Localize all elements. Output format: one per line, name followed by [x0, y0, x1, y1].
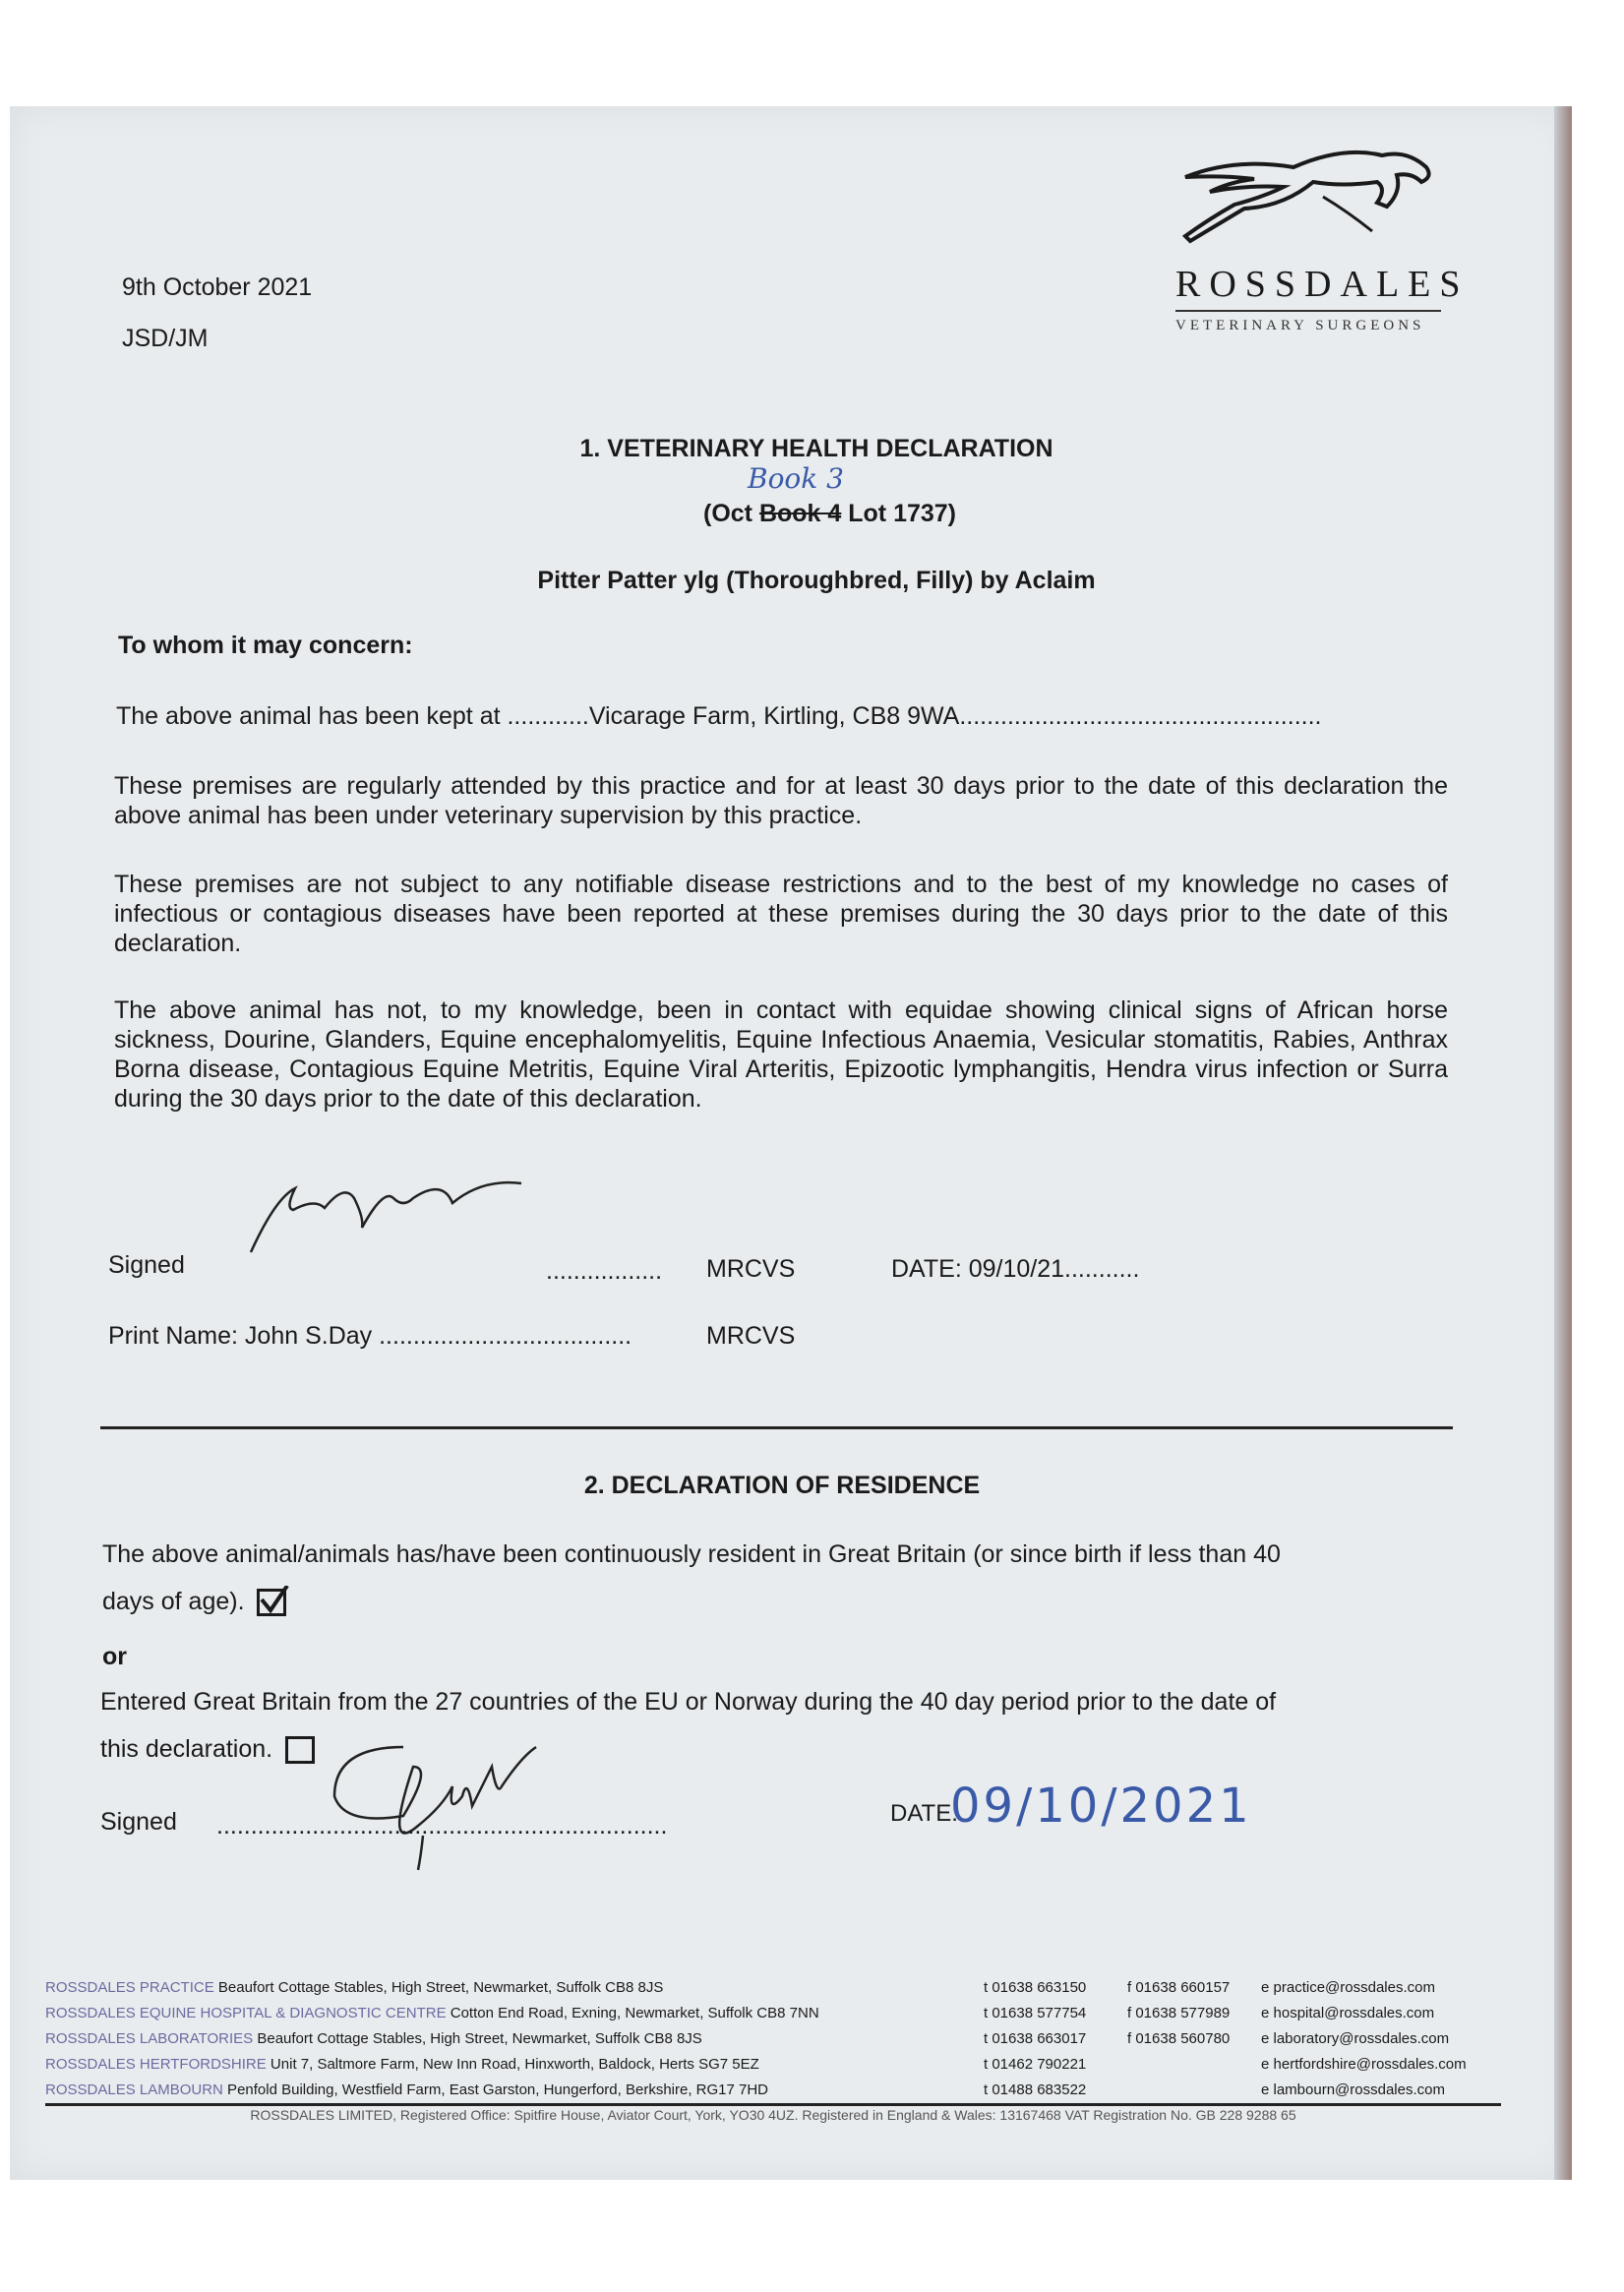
entered-line-2	[100, 1733, 315, 1765]
branch-fax: f 01638 577989	[1127, 2005, 1231, 2021]
branch-phone: t 01638 577754	[984, 2005, 1087, 2021]
signed-dots-2: ..................................................................	[216, 1812, 668, 1840]
branch-fax: f 01638 660157	[1127, 1979, 1231, 1996]
branch-line: ROSSDALES HERTFORDSHIRE Unit 7, Saltmore Farm, New Inn Road, Hinxworth, Baldock, Herts SG7 5EZ	[45, 2056, 759, 2073]
resident-line-2-text: days of age).	[102, 1588, 245, 1615]
check-mark-icon	[258, 1586, 289, 1615]
vet-signature	[246, 1169, 531, 1257]
salutation: To whom it may concern:	[118, 632, 413, 659]
residence-date-label: DATE:	[890, 1800, 958, 1827]
branch-phone: t 01462 790221	[984, 2056, 1087, 2073]
branch-phone: t 01488 683522	[984, 2081, 1087, 2098]
branch-phone: t 01638 663017	[984, 2030, 1087, 2047]
document-sheet	[10, 106, 1572, 2180]
entered-checkbox[interactable]	[285, 1736, 315, 1764]
signed-dots-1: .................	[546, 1257, 663, 1285]
rossdales-logo	[1175, 138, 1470, 334]
print-name: Print Name: John S.Day .....................................	[108, 1322, 632, 1350]
footer-branches	[45, 1975, 819, 2103]
letter-reference: JSD/JM	[122, 325, 209, 352]
branch-email: e practice@rossdales.com	[1261, 1979, 1435, 1996]
footer-phone-column	[984, 1975, 1086, 2103]
branch-email: e lambourn@rossdales.com	[1261, 2081, 1445, 2098]
letter-date: 9th October 2021	[122, 273, 313, 301]
branch-line: ROSSDALES LABORATORIES Beaufort Cottage Stables, High Street, Newmarket, Suffolk CB8 8JS	[45, 2030, 702, 2047]
branch-email: e laboratory@rossdales.com	[1261, 2030, 1450, 2047]
company-registration: ROSSDALES LIMITED, Registered Office: Spitfire House, Aviator Court, York, YO30 4UZ. Registered in England & Wales: 13167468 VAT Registration No. GB 228 9288 65	[250, 2107, 1296, 2123]
kept-at-line: The above animal has been kept at ............Vicarage Farm, Kirtling, CB8 9WA.....................................................	[116, 702, 1322, 730]
section1-title: 1. VETERINARY HEALTH DECLARATION	[579, 435, 1053, 462]
entered-line-1: Entered Great Britain from the 27 countries of the EU or Norway during the 40 day period prior to the date of	[100, 1688, 1277, 1716]
resident-checkbox[interactable]	[257, 1589, 286, 1616]
branch-email: e hospital@rossdales.com	[1261, 2005, 1435, 2021]
branch-line: ROSSDALES PRACTICE Beaufort Cottage Stables, High Street, Newmarket, Suffolk CB8 8JS	[45, 1979, 664, 1996]
sale-prefix: (Oct	[703, 500, 759, 527]
or-label: or	[102, 1643, 127, 1670]
handwritten-book: Book 3	[748, 462, 844, 495]
branch-line: ROSSDALES LAMBOURN Penfold Building, Westfield Farm, East Garston, Hungerford, Berkshire, RG17 7HD	[45, 2081, 769, 2098]
horse-description: Pitter Patter ylg (Thoroughbred, Filly) by Aclaim	[537, 567, 1096, 594]
mrcvs-label-1: MRCVS	[706, 1255, 796, 1283]
resident-line-2	[102, 1586, 286, 1617]
branch-phone: t 01638 663150	[984, 1979, 1087, 1996]
sale-details	[703, 498, 956, 529]
paragraph-contact-equidae: The above animal has not, to my knowledge, been in contact with equidae showing clinical signs of African horse sickness, Dourine, Glanders, Equine encephalomyelitis, Equine Infectious Anaemia, Vesicular stomatitis, Rabies, Anthrax Borna disease, Contagious Equine Metritis, Equine Viral Arteritis, Epizootic lymphangitis, Hendra virus infection or Surra during the 30 days prior to the date of this declaration.	[114, 996, 1448, 1113]
residence-signature	[325, 1727, 561, 1875]
section2-title: 2. DECLARATION OF RESIDENCE	[583, 1472, 981, 1499]
horse-logo-icon	[1175, 138, 1441, 256]
sale-struck: Book 4	[758, 500, 842, 527]
paragraph-supervision: These premises are regularly attended by this practice and for at least 30 days prior to the date of this declaration the above animal has been under veterinary supervision by this practice.	[114, 772, 1448, 829]
page-edge	[1554, 106, 1572, 2180]
footer-divider	[45, 2103, 1501, 2106]
mrcvs-label-2: MRCVS	[706, 1322, 796, 1350]
branch-email: e hertfordshire@rossdales.com	[1261, 2056, 1467, 2073]
section-divider	[100, 1426, 1453, 1429]
residence-date-value: 09/10/2021	[950, 1779, 1252, 1834]
sale-suffix: Lot 1737)	[841, 500, 957, 527]
entered-line-2-text: this declaration.	[100, 1735, 273, 1763]
logo-subtitle: VETERINARY SURGEONS	[1175, 318, 1425, 333]
footer-email-column	[1261, 1975, 1467, 2103]
signed-label-1: Signed	[108, 1251, 185, 1279]
branch-fax: f 01638 560780	[1127, 2030, 1231, 2047]
resident-line-1: The above animal/animals has/have been continuously resident in Great Britain (or since birth if less than 40	[102, 1540, 1281, 1568]
signature-date-1: DATE: 09/10/21...........	[891, 1255, 1140, 1283]
signed-label-2: Signed	[100, 1808, 177, 1836]
paragraph-disease-restrictions: These premises are not subject to any notifiable disease restrictions and to the best of my knowledge no cases of infectious or contagious diseases have been reported at these premises during the 30 days prior to the date of this declaration.	[114, 871, 1448, 957]
branch-line: ROSSDALES EQUINE HOSPITAL & DIAGNOSTIC CENTRE Cotton End Road, Exning, Newmarket, Suffolk CB8 7NN	[45, 2005, 819, 2021]
footer-fax-column	[1127, 1975, 1230, 2052]
logo-name: ROSSDALES	[1175, 264, 1470, 305]
